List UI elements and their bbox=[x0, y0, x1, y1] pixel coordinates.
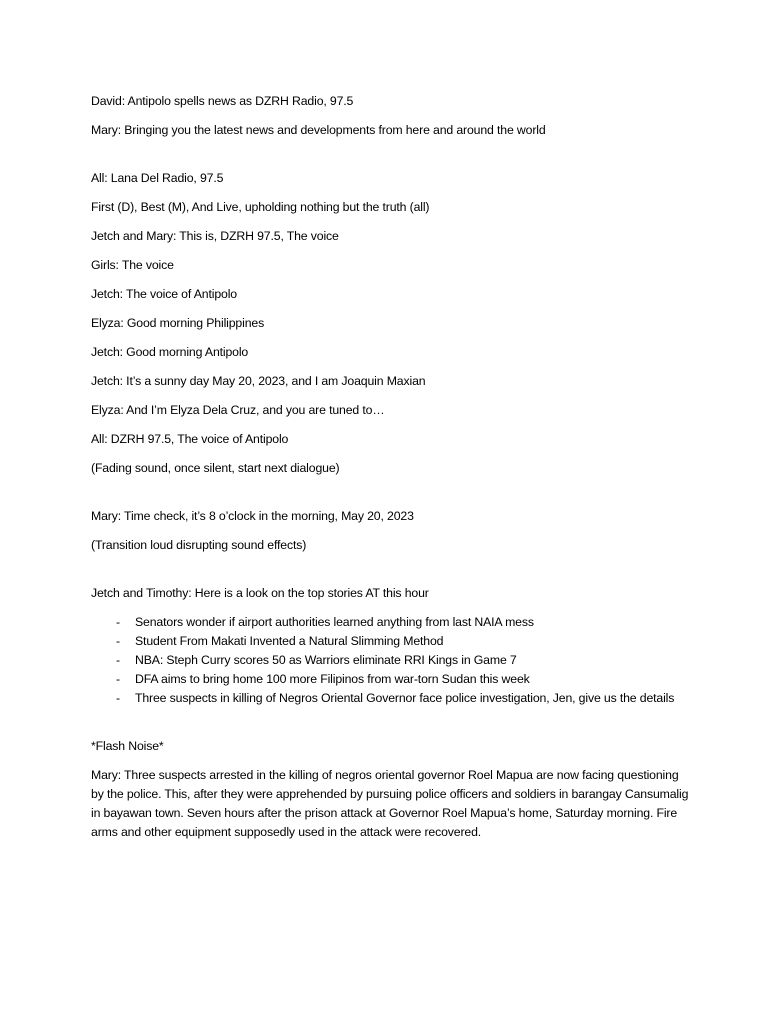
line-elyza-good-morning: Elyza: Good morning Philippines bbox=[91, 316, 265, 330]
line-top-stories-intro: Jetch and Timothy: Here is a look on the top stories AT this hour bbox=[91, 586, 429, 600]
script-body bbox=[91, 92, 691, 852]
line-mary-time-check: Mary: Time check, it’s 8 o’clock in the morning, May 20, 2023 bbox=[91, 509, 414, 523]
story-text: Three suspects in killing of Negros Oriental Governor face police investigation, Jen, give us the details bbox=[135, 691, 675, 705]
line-mary-intro: Mary: Bringing you the latest news and developments from here and around the world bbox=[91, 123, 546, 137]
line-david-intro: David: Antipolo spells news as DZRH Radio, 97.5 bbox=[91, 94, 354, 108]
line-elyza-tuned-to: Elyza: And I’m Elyza Dela Cruz, and you are tuned to… bbox=[91, 403, 385, 417]
list-item bbox=[91, 632, 691, 651]
line-first-best-live: First (D), Best (M), And Live, upholding nothing but the truth (all) bbox=[91, 200, 430, 214]
bullet-dash: - bbox=[116, 615, 120, 629]
bullet-dash: - bbox=[116, 634, 120, 648]
line-jetch-mary-this-is: Jetch and Mary: This is, DZRH 97.5, The voice bbox=[91, 229, 339, 243]
list-item bbox=[91, 651, 691, 670]
list-item bbox=[91, 613, 691, 632]
line-fading-sound: (Fading sound, once silent, start next dialogue) bbox=[91, 461, 340, 475]
list-item bbox=[91, 670, 691, 689]
line-jetch-sunny-day: Jetch: It’s a sunny day May 20, 2023, and I am Joaquin Maxian bbox=[91, 374, 426, 388]
top-stories-list bbox=[91, 613, 691, 708]
spacer bbox=[91, 150, 691, 169]
line-transition-sound: (Transition loud disrupting sound effects) bbox=[91, 538, 307, 552]
bullet-dash: - bbox=[116, 691, 120, 705]
line-girls-voice: Girls: The voice bbox=[91, 258, 174, 272]
story-text: Senators wonder if airport authorities learned anything from last NAIA mess bbox=[135, 615, 534, 629]
line-all-dzrh: All: DZRH 97.5, The voice of Antipolo bbox=[91, 432, 289, 446]
line-jetch-voice-antipolo: Jetch: The voice of Antipolo bbox=[91, 287, 237, 301]
line-flash-noise: *Flash Noise* bbox=[91, 739, 164, 753]
story-text: Student From Makati Invented a Natural Slimming Method bbox=[135, 634, 444, 648]
bullet-dash: - bbox=[116, 672, 120, 686]
story-text: DFA aims to bring home 100 more Filipinos from war-torn Sudan this week bbox=[135, 672, 530, 686]
list-item bbox=[91, 689, 691, 708]
spacer bbox=[91, 488, 691, 507]
paragraph-mary-report: Mary: Three suspects arrested in the killing of negros oriental governor Roel Mapua are now facing questioning by the police. This, after they were apprehended by pursuing police officers and soldiers in barangay Cansumalig in bayawan town. Seven hours after the prison attack at Governor Roel Mapua’s home, Saturday morning. Fire arms and other equipment supposedly used in the attack were recovered. bbox=[91, 768, 689, 839]
line-jetch-good-morning: Jetch: Good morning Antipolo bbox=[91, 345, 249, 359]
bullet-dash: - bbox=[116, 653, 120, 667]
spacer bbox=[91, 565, 691, 584]
story-text: NBA: Steph Curry scores 50 as Warriors eliminate RRI Kings in Game 7 bbox=[135, 653, 517, 667]
line-all-lana: All: Lana Del Radio, 97.5 bbox=[91, 171, 224, 185]
